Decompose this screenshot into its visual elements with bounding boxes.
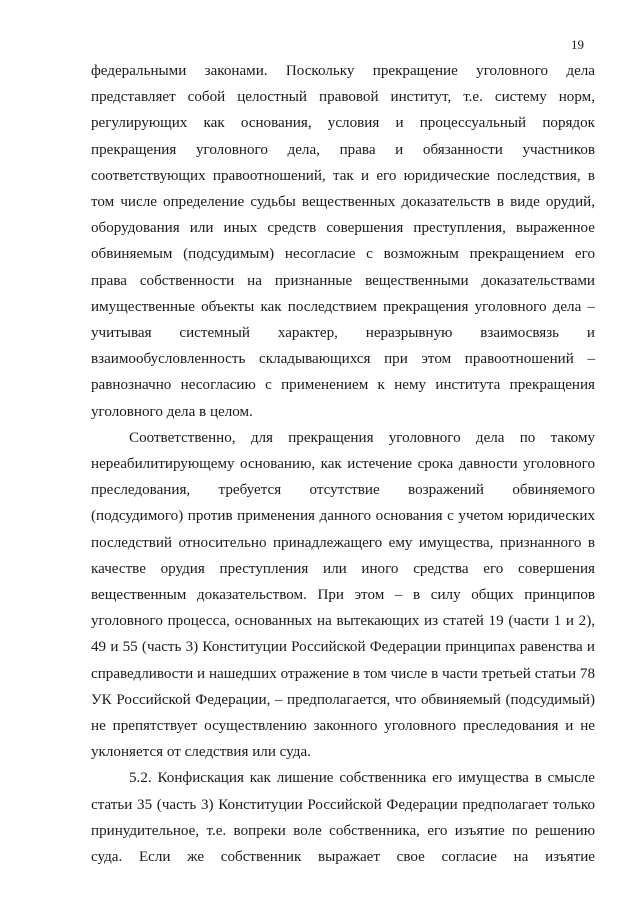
text-line: регулирующих как основания, условия и процессуальный порядок (91, 115, 595, 132)
text-line: равнозначно несогласию с применением к нему института прекращения (91, 377, 595, 394)
paragraph (91, 425, 595, 766)
text-line: преследования, требуется отсутствие возражений обвиняемого (91, 482, 595, 499)
text-line: статьи 35 (часть 3) Конституции Российской Федерации предполагает только (91, 796, 595, 813)
body-text (91, 58, 595, 870)
text-line: Соответственно, для прекращения уголовного дела по такому (129, 429, 595, 446)
text-line: уголовного процесса, основанных на вытекающих из статей 19 (части 1 и 2), (91, 613, 595, 630)
paragraph (91, 765, 595, 870)
text-line: уголовного дела в целом. (91, 403, 253, 420)
text-line: (подсудимого) против применения данного основания с учетом юридических (91, 508, 595, 525)
text-line: вещественным доказательством. При этом – в силу общих принципов (91, 587, 595, 604)
text-line: учитывая системный характер, неразрывную взаимосвязь и (91, 325, 595, 342)
text-line: взаимообусловленность складывающихся при этом правоотношений – (91, 351, 595, 368)
text-line: нереабилитирующему основанию, как истечение срока давности уголовного (91, 456, 595, 473)
text-line: 5.2. Конфискация как лишение собственника его имущества в смысле (129, 770, 595, 787)
text-line: оборудования или иных средств совершения преступления, выраженное (91, 220, 595, 237)
text-line: соответствующих правоотношений, так и его юридические последствия, в (91, 167, 595, 184)
text-line: 49 и 55 (часть 3) Конституции Российской Федерации принципах равенства и (91, 639, 595, 656)
text-line: прекращения уголовного дела, права и обязанности участников (91, 141, 595, 158)
text-line: не препятствует осуществлению законного уголовного преследования и не (91, 718, 595, 735)
text-line: федеральными законами. Поскольку прекращение уголовного дела (91, 63, 595, 79)
text-line: представляет собой целостный правовой институт, т.е. систему норм, (91, 89, 595, 106)
paragraph (91, 58, 595, 425)
text-line: том числе определение судьбы вещественных доказательств в виде орудий, (91, 194, 595, 211)
text-line: обвиняемым (подсудимым) несогласие с возможным прекращением его (91, 246, 595, 263)
text-line: суда. Если же собственник выражает свое согласие на изъятие (91, 849, 595, 866)
page-number: 19 (571, 37, 584, 52)
text-line: права собственности на признанные вещественными доказательствами (91, 272, 595, 289)
text-line: УК Российской Федерации, – предполагается, что обвиняемый (подсудимый) (91, 691, 595, 708)
text-line: уклоняется от следствия или суда. (91, 744, 311, 761)
text-line: последствий относительно принадлежащего ему имущества, признанного в (91, 534, 595, 551)
text-line: качестве орудия преступления или иного средства его совершения (91, 560, 595, 577)
text-line: принудительное, т.е. вопреки воле собственника, его изъятие по решению (91, 822, 595, 839)
text-line: имущественные объекты как последствием прекращения уголовного дела – (91, 298, 595, 315)
text-line: справедливости и нашедших отражение в том числе в части третьей статьи 78 (91, 665, 595, 682)
